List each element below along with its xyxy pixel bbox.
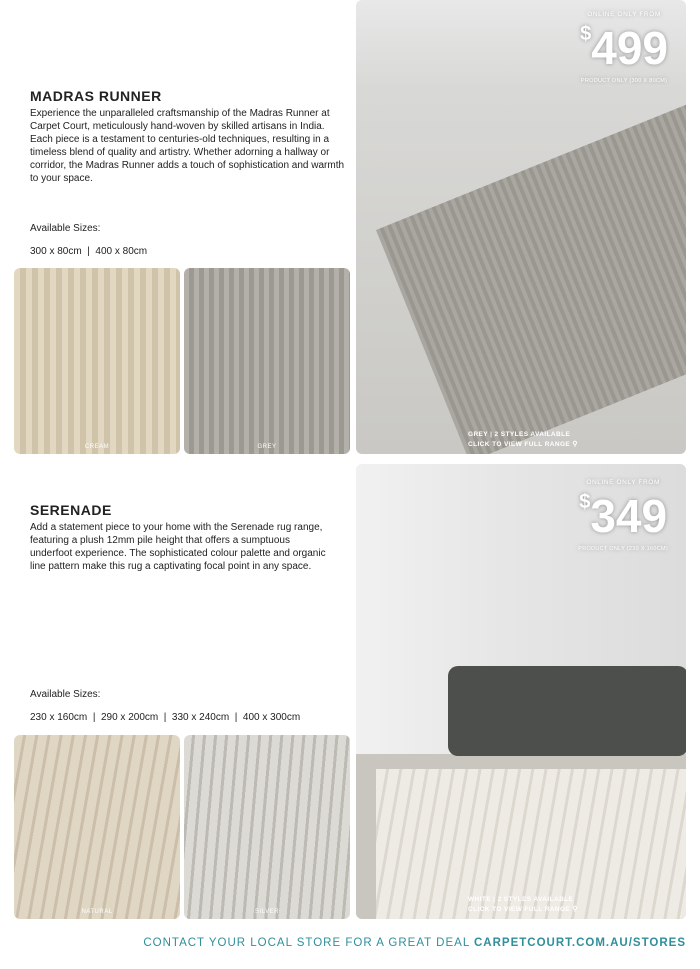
product-title: SERENADE	[30, 502, 112, 518]
search-icon: ⚲	[572, 441, 578, 448]
product-only-note: PRODUCT ONLY (300 X 80CM)	[580, 78, 668, 84]
view-range-link[interactable]: GREY | 2 STYLES AVAILABLE CLICK TO VIEW FULL RANGE ⚲	[468, 431, 578, 448]
price-badge	[580, 10, 668, 85]
online-label: ONLINE ONLY FROM	[587, 11, 661, 18]
swatch-label: SILVER	[255, 909, 279, 915]
product-title: MADRAS RUNNER	[30, 88, 162, 104]
sizes-list: 300 x 80cm | 400 x 80cm	[30, 246, 148, 257]
price: 499	[591, 22, 668, 74]
swatch-silver[interactable]	[184, 735, 350, 919]
sizes-list: 230 x 160cm | 290 x 200cm | 330 x 240cm | 400 x 300cm	[30, 712, 301, 723]
price: 349	[590, 490, 668, 542]
sizes-label: Available Sizes:	[30, 689, 101, 700]
swatch-grey[interactable]	[184, 268, 350, 454]
online-label: ONLINE ONLY FROM	[586, 479, 660, 486]
currency: $	[580, 23, 592, 45]
swatch-natural[interactable]	[14, 735, 180, 919]
currency: $	[579, 491, 591, 513]
hero-image-madras[interactable]	[356, 0, 686, 454]
hero-image-serenade[interactable]	[356, 464, 686, 919]
product-description: Experience the unparalleled craftsmanship of the Madras Runner at Carpet Court, meticulously hand-woven by skilled artisans in India. Each piece is a testament to centuries-old techniques, resulting in a timeless blend of quality and artistry. Whether adorning a hallway or corridor, the Madras Runner adds a touch of sophistication and warmth to your space.	[30, 108, 345, 184]
product-description: Add a statement piece to your home with the Serenade rug range, featuring a plush 12mm pile height that offers a sumptuous underfoot experience. The sophisticated colour palette and organic line pattern make this rug a captivating focal point in any space.	[30, 522, 326, 572]
swatch-label: NATURAL	[81, 909, 113, 915]
sizes-label: Available Sizes:	[30, 223, 101, 234]
swatch-cream[interactable]	[14, 268, 180, 454]
footer-cta: CONTACT YOUR LOCAL STORE FOR A GREAT DEAL CARPETCOURT.COM.AU/STORES	[143, 937, 686, 949]
swatch-label: GREY	[257, 444, 277, 450]
price-badge	[578, 478, 668, 553]
stores-link[interactable]: CARPETCOURT.COM.AU/STORES	[474, 937, 686, 949]
view-range-link[interactable]: WHITE | 2 STYLES AVAILABLE CLICK TO VIEW FULL RANGE ⚲	[468, 896, 578, 913]
product-only-note: PRODUCT ONLY (230 X 160CM)	[578, 546, 668, 552]
sofa-image	[448, 666, 686, 756]
search-icon: ⚲	[572, 906, 578, 913]
runner-rug-image	[376, 95, 686, 454]
swatch-label: CREAM	[84, 444, 110, 450]
